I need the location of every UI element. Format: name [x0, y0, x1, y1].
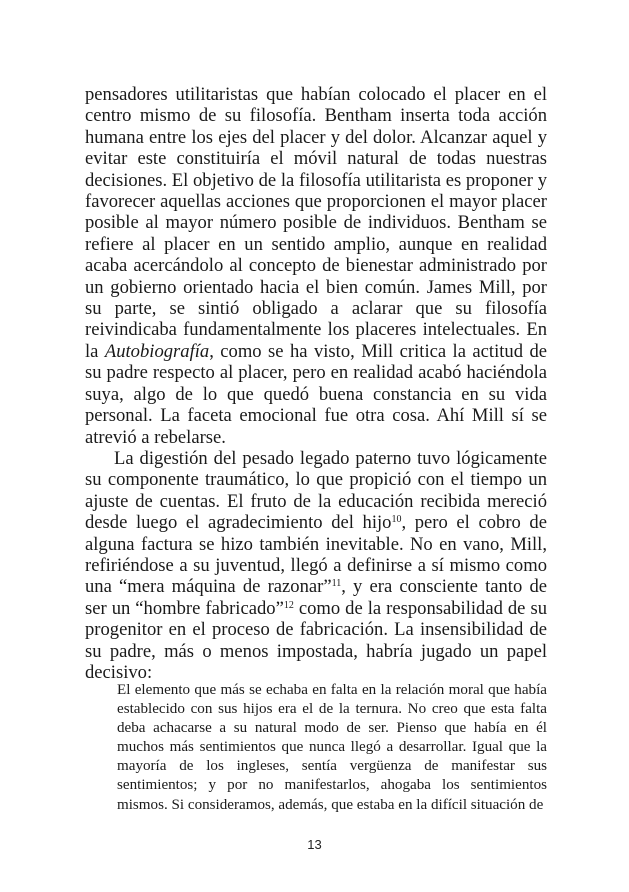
paragraph-2-text-c: , y era consciente tanto de ser un “hombre fabricado” — [85, 576, 547, 619]
page-number: 13 — [307, 837, 322, 852]
paragraph-1-text-a: pensadores utilitaristas que habían colocado el placer en el centro mismo de su filosofía. Bentham inserta toda acción humana entre los ejes del placer y del dolor. Alcanzar aquel y evitar este constituiría el móvil natural de todas nuestras decisiones. El objetivo de la filosofía utilitarista es proponer y favorecer aquellas acciones que proporcionen el mayor placer posible al mayor número posible de individuos. Bentham se refiere al placer en un sentido amplio, aunque en realidad acaba acercándolo al concepto de bienestar administrado por un gobierno orientado hacia el bien común. James Mill, por su parte, se sintió obligado a aclarar que su filosofía reivindicaba fundamentalmente los placeres intelectuales. En la — [85, 84, 547, 362]
footnote-ref-10: 10 — [391, 514, 402, 526]
block-quote: El elemento que más se echaba en falta en la relación moral que había establecido con sus hijos era el de la ternura. No creo que esta falta deba achacarse a su natural modo de ser. Pienso que había en él muchos más sentimientos que nunca llegó a desarrollar. Igual que la mayoría de los ingleses, sentía vergüenza de manifestar sus sentimientos; y por no manifestarlos, ahogaba los sentimientos mismos. Si consideramos, además, que estaba en la difícil situación de — [117, 682, 547, 813]
paragraph-2 — [85, 448, 547, 683]
paragraph-2-text-a: La digestión del pesado legado paterno tuvo lógicamente su componente traumático, lo que propició con el tiempo un ajuste de cuentas. El fruto de la educación recibida mereció desde luego el agradecimiento del hijo — [85, 447, 547, 534]
paragraph-2-text-b: , pero el cobro de alguna factura se hizo también inevitable. No en vano, Mill, refiriéndose a su juventud, llegó a definirse a sí mismo como una “mera máquina de razonar” — [85, 512, 547, 598]
book-title-italic: Autobiografía — [104, 340, 210, 362]
paragraph-2-text-d: como de la responsabilidad de su progenitor en el proceso de fabricación. La insensibilidad de su padre, más o menos impostada, habría jugado un papel decisivo: — [85, 597, 547, 683]
footnote-ref-12: 12 — [283, 599, 294, 611]
paragraph-1 — [85, 84, 547, 448]
paragraph-1-text-b: , como se ha visto, Mill critica la actitud de su padre respecto al placer, pero en realidad acabó haciéndola suya, algo de lo que quedó buena constancia en su vida personal. La faceta emocional fue otra cosa. Ahí Mill sí se atrevió a rebelarse. — [85, 340, 547, 448]
main-text — [85, 84, 547, 683]
footnote-ref-11: 11 — [331, 578, 342, 590]
